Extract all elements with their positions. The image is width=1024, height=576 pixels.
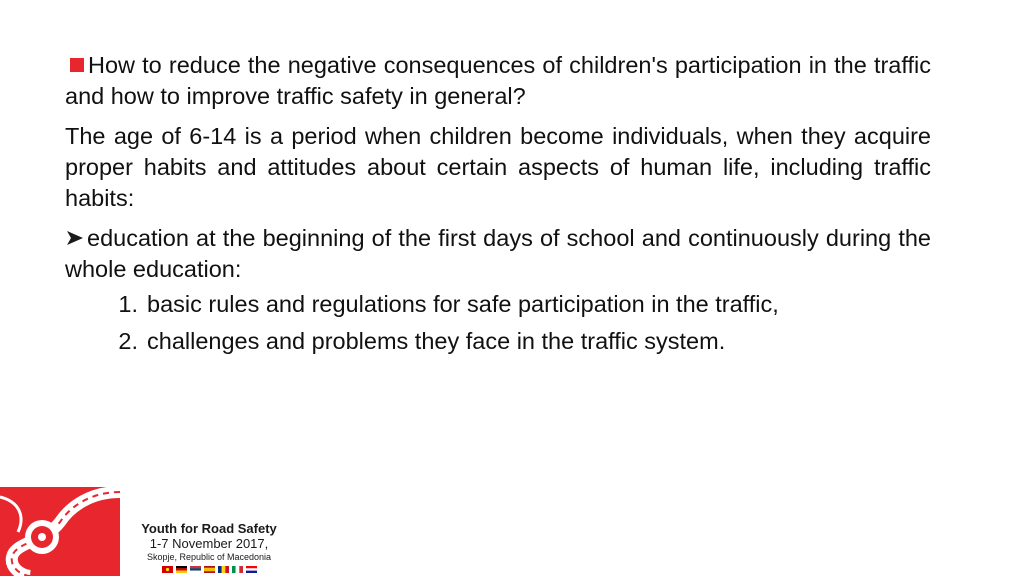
age-paragraph: The age of 6-14 is a period when children become individuals, when they acquire proper habits and attitudes about certain aspects of human life, including traffic habits: [65,123,931,211]
red-square-bullet-icon [70,58,84,72]
education-text: education at the beginning of the first days of school and continuously during the whole education: [65,225,931,282]
road-icon [0,487,120,576]
list-item [65,289,931,326]
road-logo-graphic [0,487,120,576]
flag-icon [204,566,215,573]
numbered-list [65,289,931,363]
event-logo [0,487,300,576]
list-item-text: challenges and problems they face in the traffic system. [147,328,726,354]
flag-icon [232,566,243,573]
flags-row [124,566,294,573]
logo-title: Youth for Road Safety [141,521,277,536]
list-number: 1. [118,291,138,317]
logo-text-block [124,521,294,573]
education-paragraph [65,223,931,285]
question-paragraph [65,50,931,112]
logo-place: Skopje, Republic of Macedonia [146,552,272,562]
flag-icon [162,566,173,573]
flag-icon [190,566,201,573]
slide-content [65,50,931,363]
flag-icon [246,566,257,573]
question-text: How to reduce the negative consequences of children's participation in the traffic and how to improve traffic safety in general? [65,52,931,109]
flag-icon [176,566,187,573]
list-item [65,326,931,363]
arrowhead-bullet-icon [65,223,87,254]
logo-dates: 1-7 November 2017, [149,536,269,551]
flag-icon [218,566,229,573]
list-item-text: basic rules and regulations for safe participation in the traffic, [147,291,779,317]
list-number: 2. [118,328,138,354]
